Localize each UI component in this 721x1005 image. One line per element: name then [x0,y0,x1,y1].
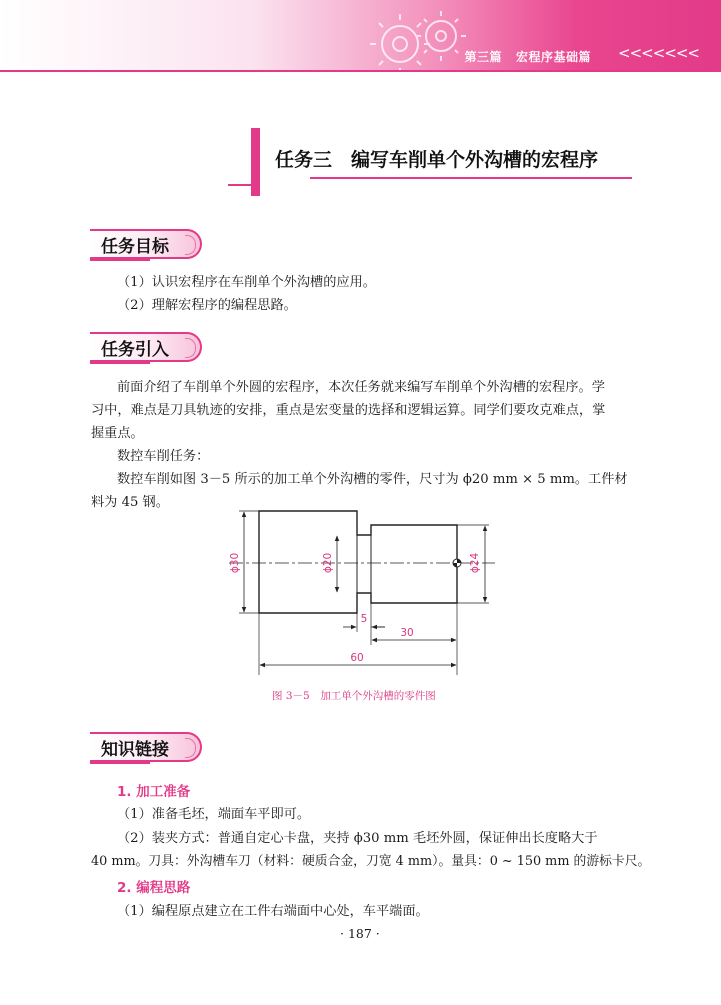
section-label-goals: 任务目标 [101,237,169,257]
task-title: 任务三 编写车削单个外沟槽的宏程序 [275,149,599,171]
dim-label-d30: ϕ30 [229,552,241,574]
header-part: 第三篇 [464,50,502,64]
section-label-intro: 任务引入 [101,340,169,360]
subheading-programming: 2. 编程思路 [117,880,191,896]
dim-label-d20: ϕ20 [322,552,334,574]
task-title-rule-left [228,184,260,186]
intro-para-3: 料为 45 钢。 [91,495,169,510]
prep-item-1: （1）准备毛坯，端面车平即可。 [117,807,311,822]
header-title [464,48,591,65]
section-label-knowledge: 知识链接 [101,740,169,760]
section-underline [90,258,150,261]
intro-para-3: 数控车削如图 3－5 所示的加工单个外沟槽的零件，尺寸为 ϕ20 mm × 5 mm。工件材 [117,472,628,487]
prep-item-2: 40 mm。刀具：外沟槽车刀（材料：硬质合金，刀宽 4 mm）。量具：0 ~ 150 mm 的游标卡尺。 [91,854,651,869]
intro-para-1: 习中，难点是刀具轨迹的安排，重点是宏变量的选择和逻辑运算。同学们要攻克难点，掌 [91,403,606,418]
intro-para-2: 数控车削任务： [117,449,210,464]
task-title-rule [310,177,632,179]
chevron-arrows-icon: <<<<<<< [618,44,699,62]
prep-item-2: （2）装夹方式：普通自定心卡盘，夹持 ϕ30 mm 毛坯外圆，保证伸出长度略大于 [117,831,598,846]
figure-caption: 图 3－5 加工单个外沟槽的零件图 [272,690,436,702]
dim-label-30: 30 [400,627,414,639]
subheading-prep: 1. 加工准备 [117,784,191,800]
section-underline [90,361,150,364]
header-band [0,0,721,70]
goal-item-1: （1）认识宏程序在车削单个外沟槽的应用。 [117,275,376,290]
page-number: · 187 · [340,926,380,941]
part-drawing [225,505,500,677]
dim-label-60: 60 [350,652,364,664]
goal-item-2: （2）理解宏程序的编程思路。 [117,298,297,313]
intro-para-1: 握重点。 [91,426,144,441]
header-divider [0,70,721,72]
origin-marker-icon [453,559,461,567]
dim-label-5: 5 [360,613,368,625]
part-outline [259,511,457,613]
dim-label-d24: ϕ24 [469,552,481,574]
section-underline [90,761,150,764]
gear-decoration-icon [365,8,475,70]
intro-para-1: 前面介绍了车削单个外圆的宏程序，本次任务就来编写车削单个外沟槽的宏程序。学 [117,380,605,395]
header-section: 宏程序基础篇 [515,50,591,64]
programming-item-1: （1）编程原点建立在工件右端面中心处，车平端面。 [117,904,429,919]
